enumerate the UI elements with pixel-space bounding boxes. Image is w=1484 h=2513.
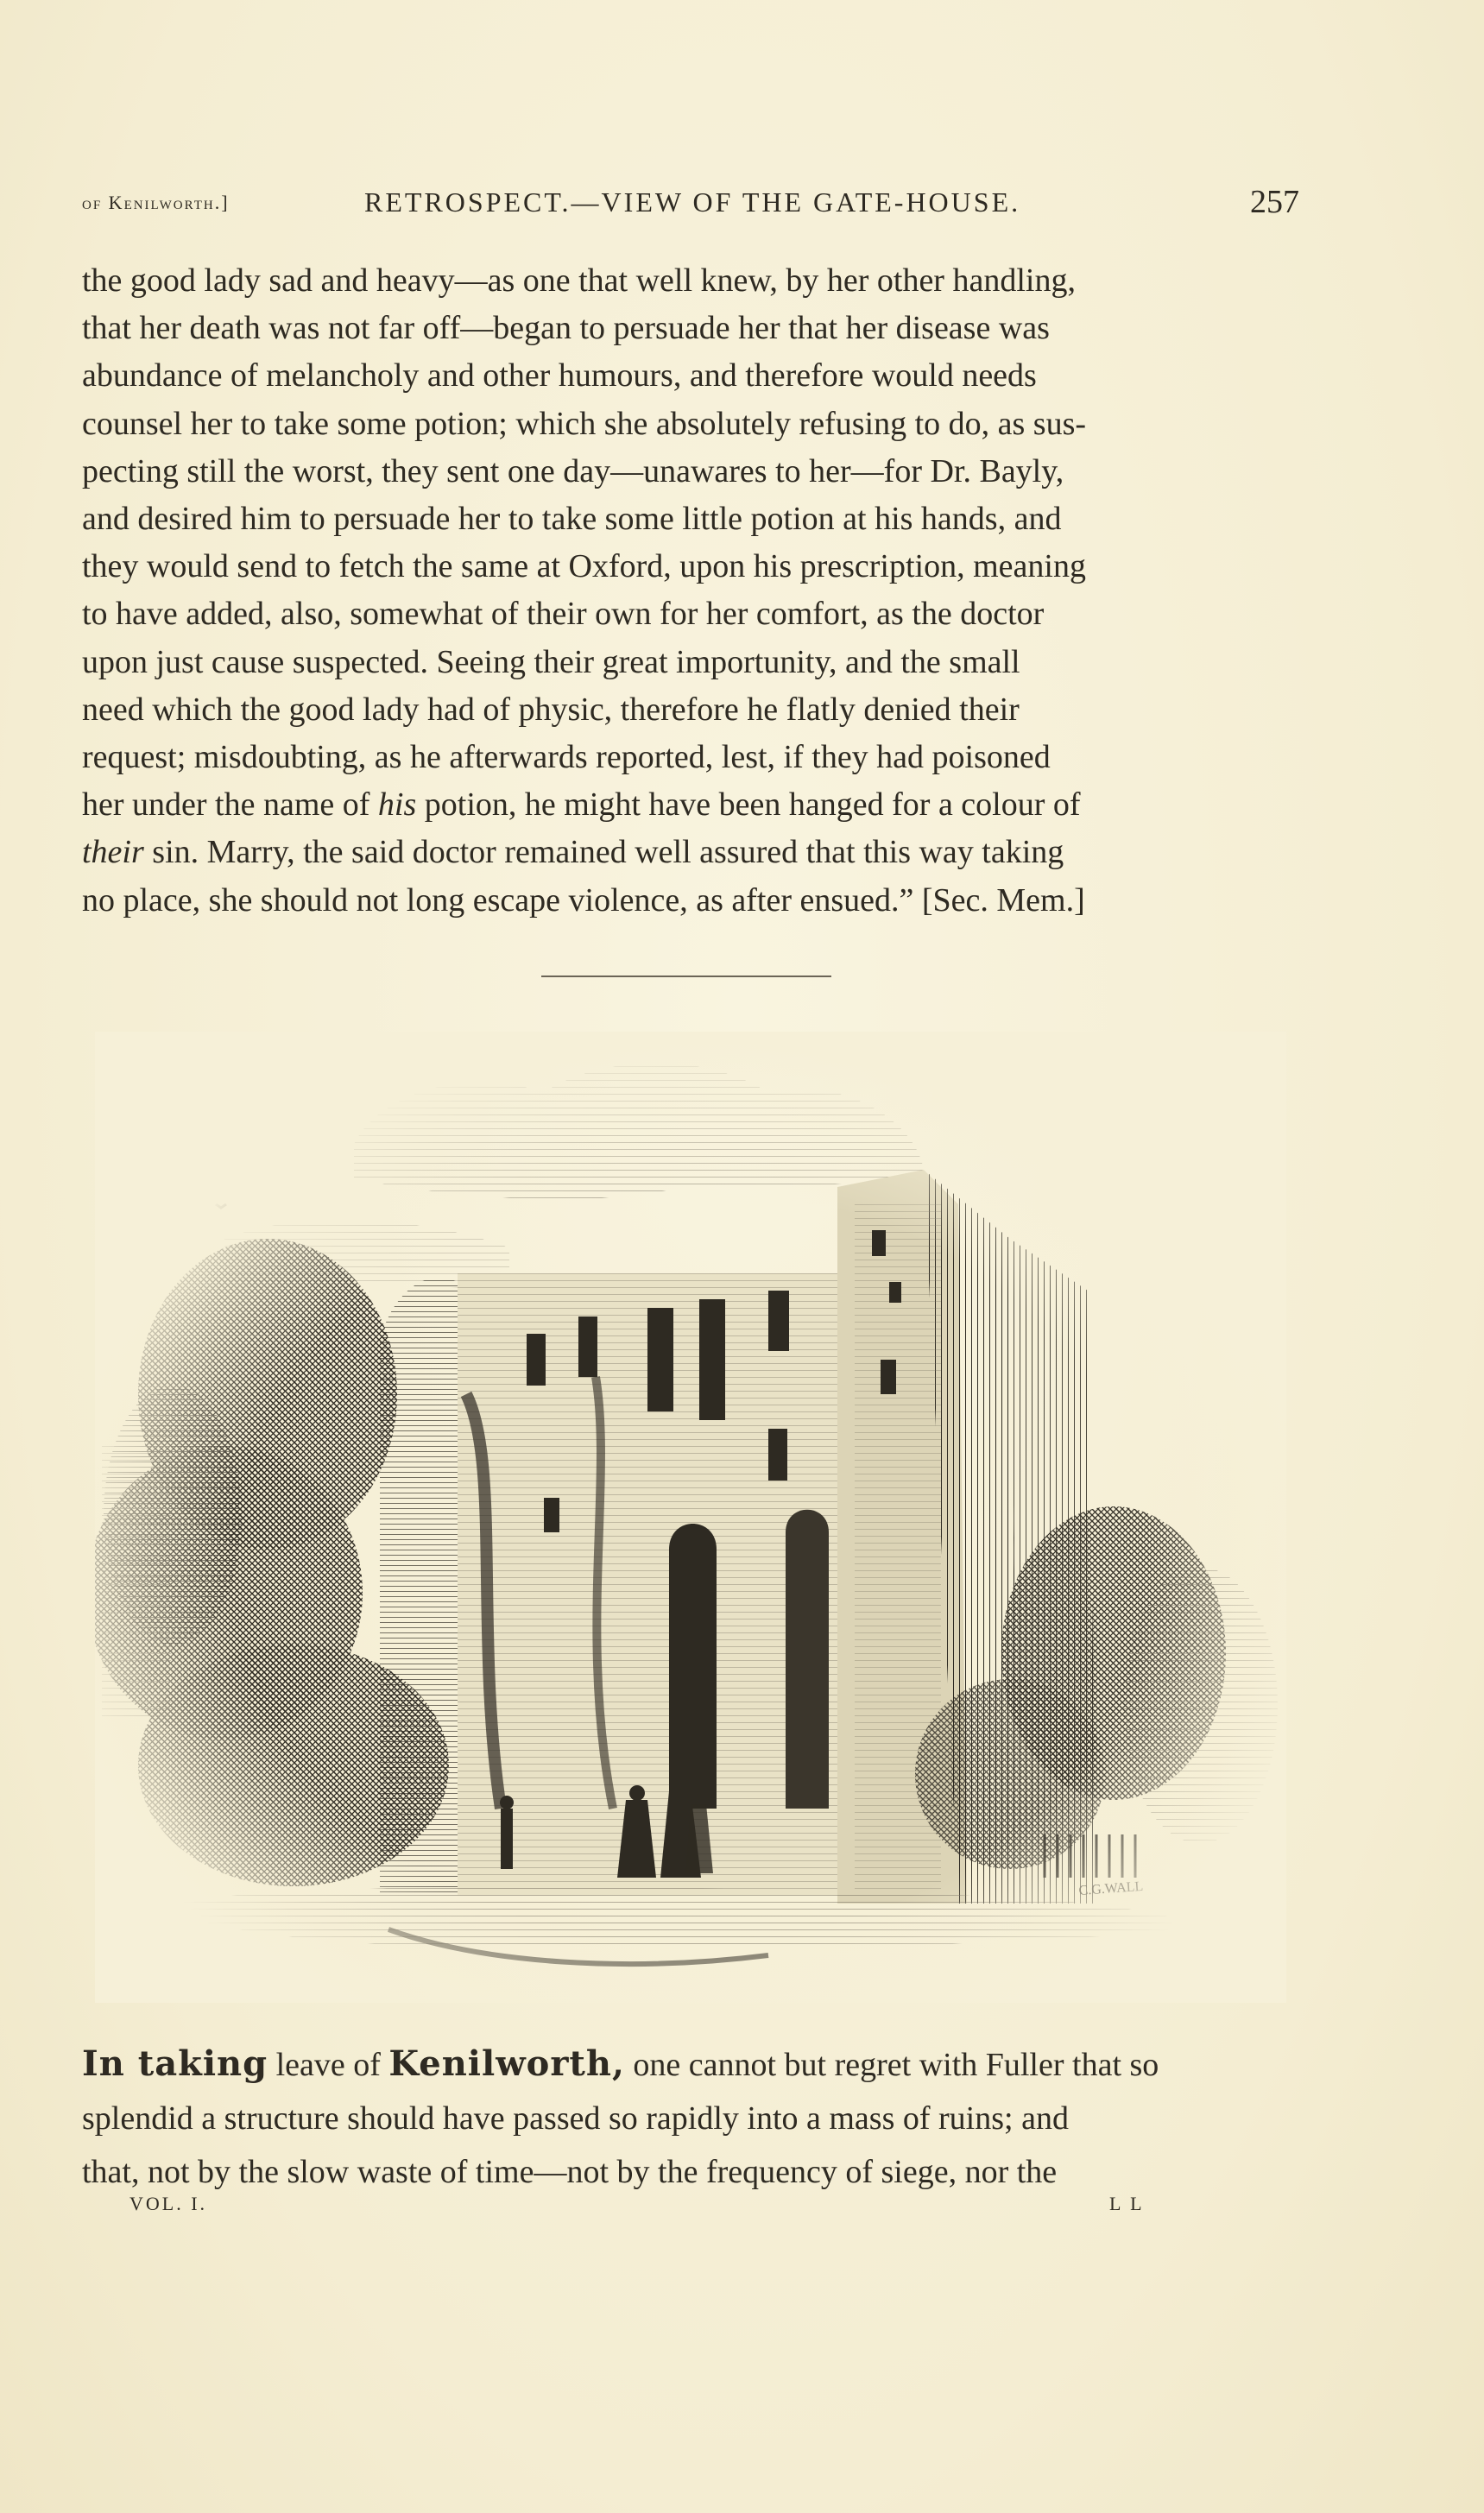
running-head-left: of Kenilworth.] (82, 192, 230, 213)
text-line: and desired him to persuade her to take some little potion at his hands, and (82, 501, 1062, 538)
signature-mark: L L (1109, 2193, 1145, 2214)
text-line: no place, she should not long escape violence, as after ensued.” [Sec. Mem.] (82, 881, 1085, 919)
page-number: 257 (1250, 184, 1299, 220)
text-line: that, not by the slow waste of time—not by the frequency of siege, nor the (82, 2154, 1058, 2190)
text-line: upon just cause suspected. Seeing their great importunity, and the small (82, 643, 1020, 680)
body-text (82, 257, 1299, 925)
text-line: to have added, also, somewhat of their own for her comfort, as the doctor (82, 596, 1045, 633)
italic-word: their (82, 834, 144, 871)
text-line: abundance of melancholy and other humours, and therefore would needs (82, 357, 1037, 395)
running-head-title: RETROSPECT.—VIEW OF THE GATE-HOUSE. (364, 186, 1021, 218)
text-run: her under the name of (82, 786, 378, 824)
text-line: the good lady sad and heavy—as one that well knew, by her other handling, (82, 262, 1076, 299)
text-line: pecting still the worst, they sent one day—unawares to her—for Dr. Bayly, (82, 452, 1064, 489)
text-line: counsel her to take some potion; which she absolutely refusing to do, as sus- (82, 405, 1087, 442)
text-run: sin. Marry, the said doctor remained well assured that this way taking (143, 834, 1064, 871)
text-run: potion, he might have been hanged for a colour of (416, 786, 1081, 824)
blackletter-place-name: Kenilworth, (388, 2043, 625, 2084)
text-line: splendid a structure should have passed so rapidly into a mass of ruins; and (82, 2100, 1069, 2137)
text-line: they would send to fetch the same at Oxford, upon his prescription, meaning (82, 548, 1086, 585)
running-head (82, 183, 1299, 226)
text-line (82, 781, 1299, 829)
section-divider (541, 976, 831, 977)
italic-word: his (377, 786, 417, 824)
text-line: need which the good lady had of physic, therefore he flatly denied their (82, 691, 1020, 728)
gatehouse-engraving (95, 1032, 1286, 2003)
text-run: one cannot but regret with Fuller that so (624, 2047, 1159, 2083)
text-line (82, 829, 1299, 876)
text-line (82, 2037, 1299, 2092)
blackletter-lead-in: In taking (82, 2043, 268, 2084)
volume-marker: VOL. I. (129, 2193, 208, 2214)
text-line: request; misdoubting, as he afterwards reported, lest, if they had poisoned (82, 739, 1051, 776)
page-footer (129, 2193, 1165, 2227)
text-run: leave of (268, 2047, 389, 2083)
closing-paragraph (82, 2037, 1299, 2199)
text-line: that her death was not far off—began to persuade her that her disease was (82, 310, 1050, 347)
